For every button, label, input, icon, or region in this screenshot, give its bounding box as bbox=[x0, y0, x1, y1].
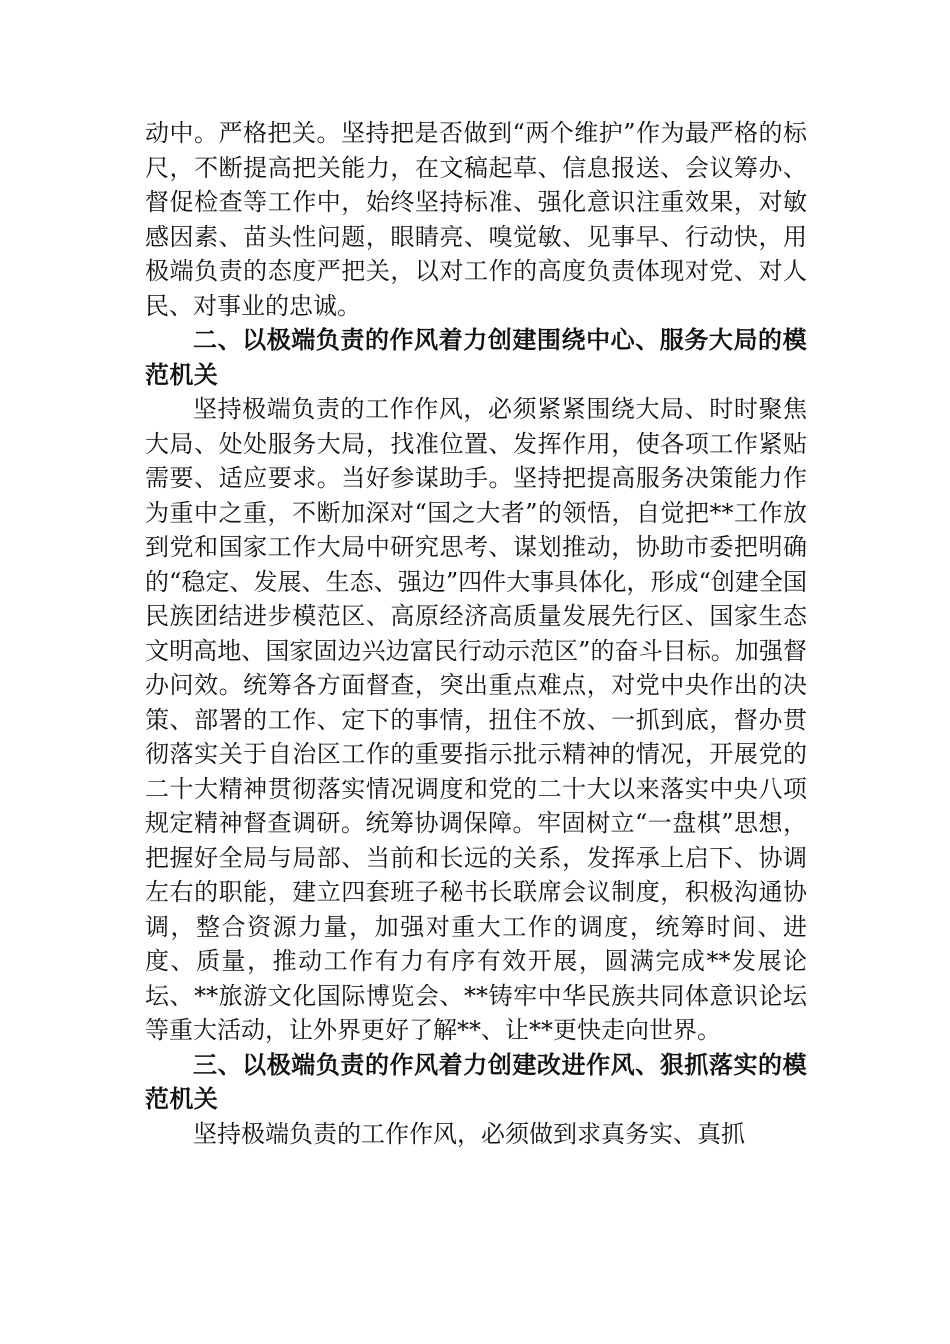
section-heading: 三、以极端负责的作风着力创建改进作风、狠抓落实的模范机关 bbox=[145, 1050, 807, 1113]
section-heading: 二、以极端负责的作风着力创建围绕中心、服务大局的模范机关 bbox=[145, 326, 807, 389]
body-paragraph: 坚持极端负责的工作作风，必须做到求真务实、真抓 bbox=[193, 1119, 745, 1148]
document-page bbox=[145, 116, 807, 1151]
body-paragraph: 动中。严格把关。坚持把是否做到“两个维护”作为最严格的标尺，不断提高把关能力，在文稿起草、信息报送、会议筹办、督促检查等工作中，始终坚持标准、强化意识注重效果，对敏感因素、苗头性问题，眼睛亮、嗅觉敏、见事早、行动快，用极端负责的态度严把关，以对工作的高度负责体现对党、对人民、对事业的忠诚。 bbox=[145, 119, 807, 320]
body-paragraph: 坚持极端负责的工作作风，必须紧紧围绕大局、时时聚焦大局、处处服务大局，找准位置、发挥作用，使各项工作紧贴需要、适应要求。当好参谋助手。坚持把提高服务决策能力作为重中之重，不断加深对“国之大者”的领悟，自觉把**工作放到党和国家工作大局中研究思考、谋划推动，协助市委把明确的“稳定、发展、生态、强边”四件大事具体化，形成“创建全国民族团结进步模范区、高原经济高质量发展先行区、国家生态文明高地、国家固边兴边富民行动示范区”的奋斗目标。加强督办问效。统筹各方面督查，突出重点难点，对党中央作出的决策、部署的工作、定下的事情，扭住不放、一抓到底，督办贯彻落实关于自治区工作的重要指示批示精神的情况，开展党的二十大精神贯彻落实情况调度和党的二十大以来落实中央八项规定精神督查调研。统筹协调保障。牢固树立“一盘棋”思想，把握好全局与局部、当前和长远的关系，发挥承上启下、协调左右的职能，建立四套班子秘书长联席会议制度，积极沟通协调，整合资源力量，加强对重大工作的调度，统筹时间、进度、质量，推动工作有力有序有效开展，圆满完成**发展论坛、**旅游文化国际博览会、**铸牢中华民族共同体意识论坛等重大活动，让外界更好了解**、让**更快走向世界。 bbox=[145, 395, 807, 1044]
